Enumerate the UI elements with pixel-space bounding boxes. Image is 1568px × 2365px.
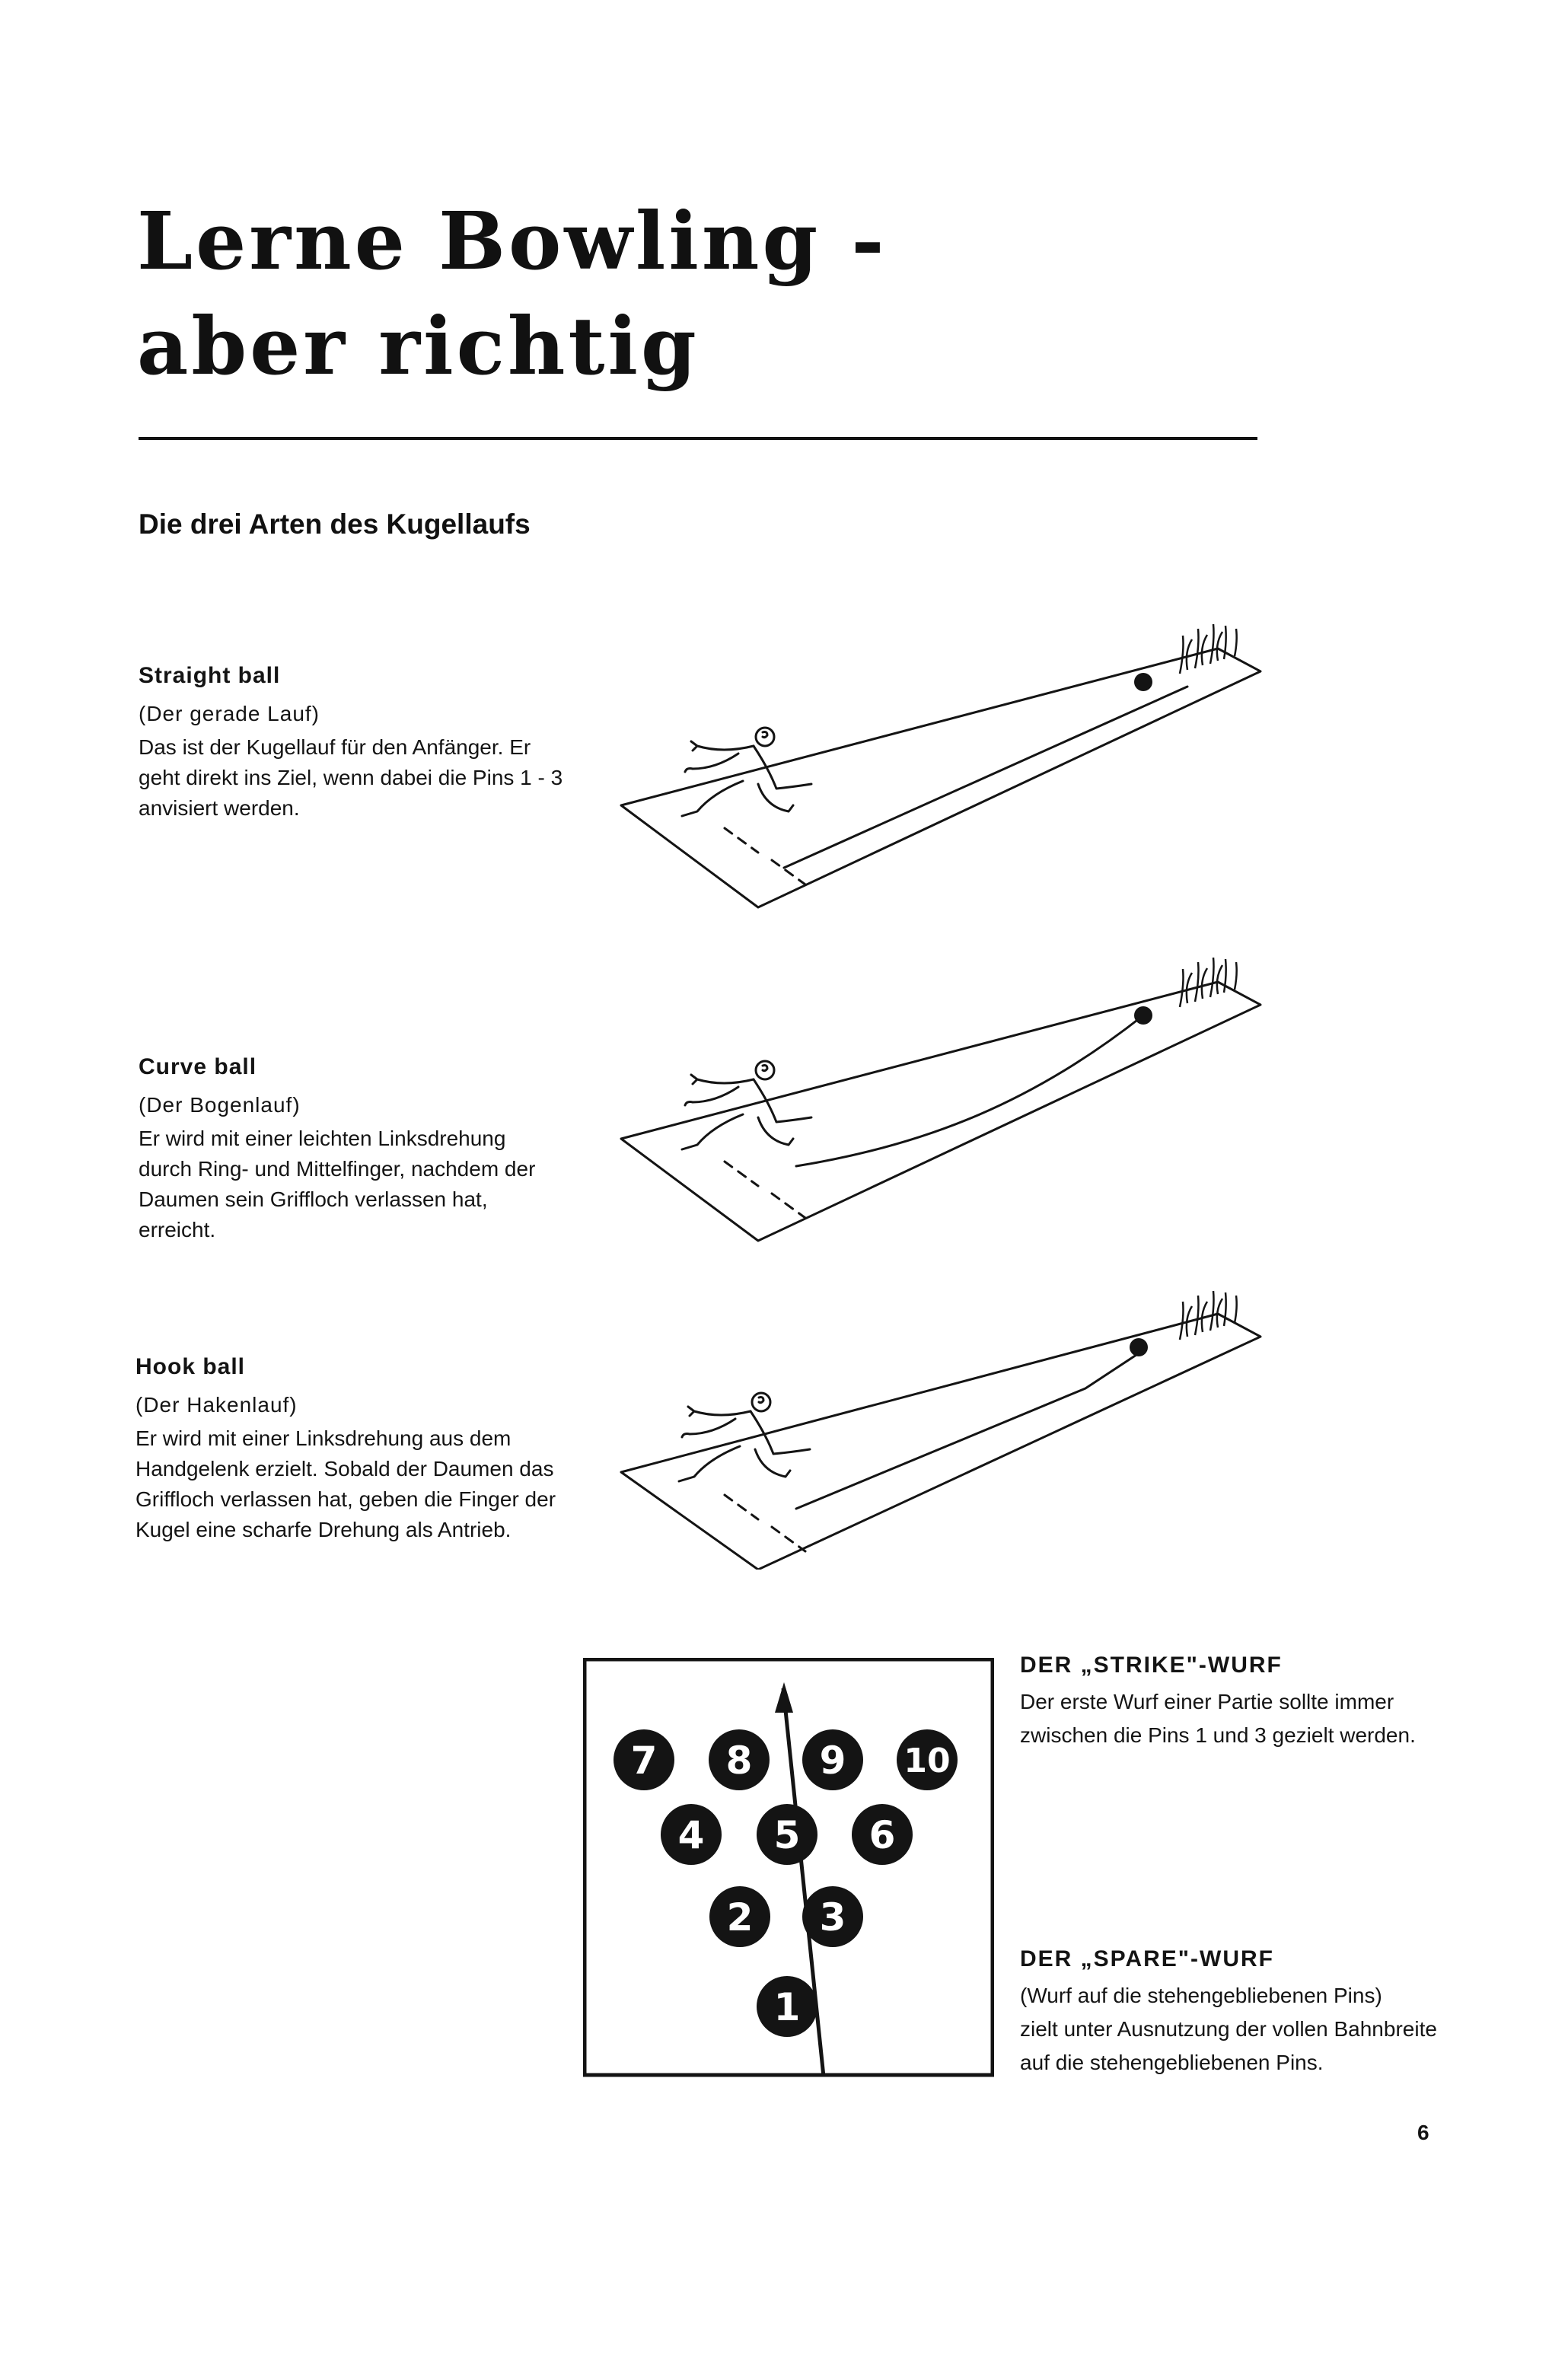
arrow-head-icon <box>775 1682 793 1713</box>
straight-ball-subtitle: (Der gerade Lauf) <box>139 702 320 725</box>
curve-ball-subtitle: (Der Bogenlauf) <box>139 1093 301 1117</box>
pin-8 <box>709 1729 770 1790</box>
pin-3 <box>802 1886 863 1947</box>
svg-text:6: 6 <box>868 1813 896 1857</box>
spare-note-description: zielt unter Ausnutzung der vollen Bahnbreite auf die stehengebliebenen Pins. <box>1020 2017 1437 2074</box>
strike-note-description: Der erste Wurf einer Partie sollte immer zwischen die Pins 1 und 3 gezielt werden. <box>1020 1690 1416 1747</box>
spare-note <box>1020 1943 1454 2080</box>
section-heading: Die drei Arten des Kugellaufs <box>139 508 531 540</box>
svg-text:8: 8 <box>725 1739 753 1783</box>
curve-ball-name: Curve ball <box>139 1054 257 1079</box>
curve-ball-illustration <box>609 935 1279 1254</box>
hook-ball-illustration <box>609 1250 1279 1570</box>
hook-ball-subtitle: (Der Hakenlauf) <box>135 1393 298 1417</box>
pin-10 <box>897 1729 958 1790</box>
pin-7 <box>613 1729 674 1790</box>
straight-ball-illustration <box>609 601 1279 921</box>
title-line-1: Lerne Bowling - <box>137 194 888 288</box>
straight-ball-name: Straight ball <box>139 663 281 688</box>
svg-text:5: 5 <box>773 1813 801 1857</box>
title-rule <box>139 437 1257 440</box>
strike-note-title: DER „STRIKE"-WURF <box>1020 1653 1283 1678</box>
hook-ball-name: Hook ball <box>135 1354 246 1379</box>
pin-5 <box>757 1804 817 1865</box>
curve-ball-block <box>139 1052 565 1245</box>
spare-note-title: DER „SPARE"-WURF <box>1020 1946 1274 1971</box>
hook-ball-description: Er wird mit einer Linksdrehung aus dem Handgelenk erzielt. Sobald der Daumen das Griffloch verlassen hat, geben die Finger der Kugel eine scharfe Drehung als Antrieb. <box>135 1426 556 1541</box>
pin-diagram <box>583 1658 994 2084</box>
svg-text:2: 2 <box>726 1895 754 1939</box>
strike-note <box>1020 1649 1454 1752</box>
pin-4 <box>661 1804 722 1865</box>
svg-text:7: 7 <box>630 1739 658 1783</box>
spare-note-subtitle: (Wurf auf die stehengebliebenen Pins) <box>1020 1984 1382 2007</box>
svg-text:10: 10 <box>904 1742 951 1780</box>
page-title <box>137 189 1127 399</box>
straight-ball-description: Das ist der Kugellauf für den Anfänger. Er geht direkt ins Ziel, wenn dabei die Pins 1 - 3 anvisiert werden. <box>139 735 563 820</box>
svg-text:4: 4 <box>677 1813 705 1857</box>
pin-6 <box>852 1804 913 1865</box>
page-number: 6 <box>1417 2121 1429 2144</box>
title-line-2: aber richtig <box>137 299 700 393</box>
pin-9 <box>802 1729 863 1790</box>
straight-ball-block <box>139 661 565 824</box>
svg-text:1: 1 <box>773 1985 801 2029</box>
svg-text:9: 9 <box>819 1739 846 1783</box>
curve-ball-description: Er wird mit einer leichten Linksdrehung durch Ring- und Mittelfinger, nachdem der Daumen sein Griffloch verlassen hat, erreicht. <box>139 1127 536 1241</box>
pin-2 <box>709 1886 770 1947</box>
hook-ball-block <box>135 1352 562 1545</box>
pin-1 <box>757 1976 817 2037</box>
svg-text:3: 3 <box>819 1895 846 1939</box>
